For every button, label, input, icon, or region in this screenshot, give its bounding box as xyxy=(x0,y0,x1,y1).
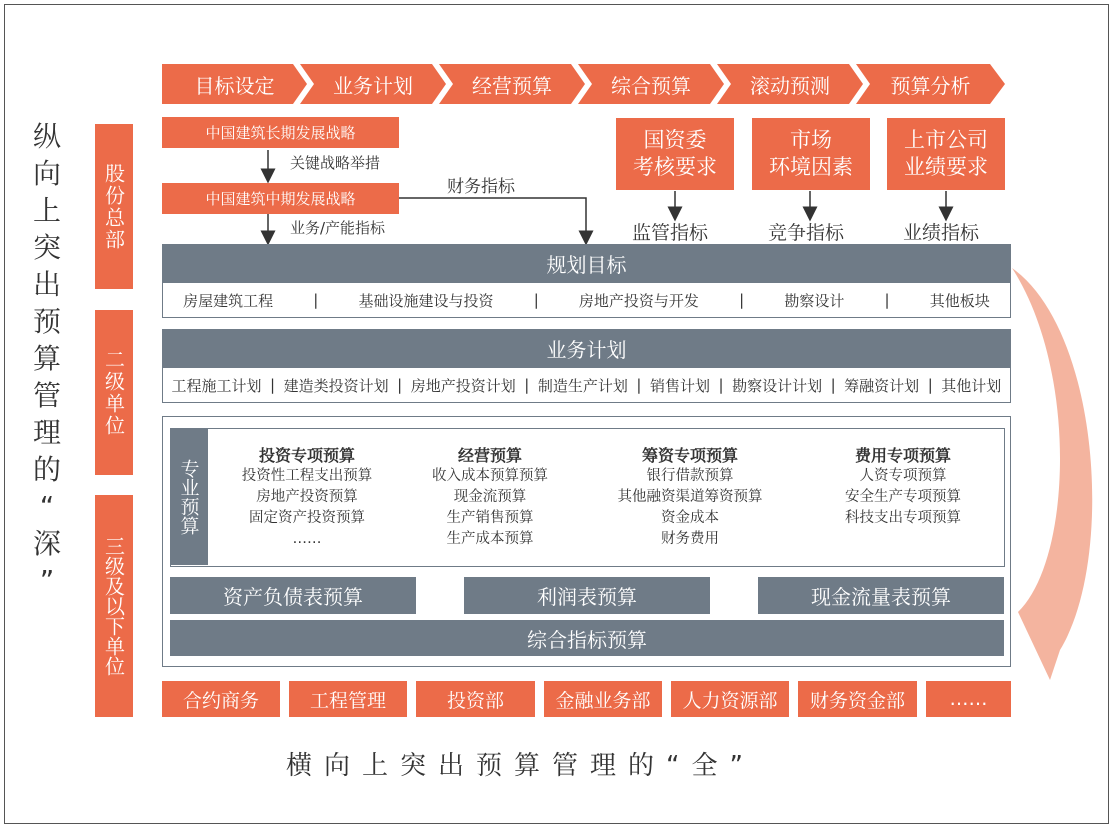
business-items-row xyxy=(163,368,1010,402)
long-term-strategy-box: 中国建筑长期发展战略 xyxy=(162,117,399,148)
budget-column-item: 房地产投资预算 xyxy=(256,489,358,505)
row-item: 勘察设计 xyxy=(784,291,845,310)
row-item: 制造生产计划 xyxy=(537,376,628,395)
left-title-char: ” xyxy=(39,564,55,597)
dept-finance-business: 金融业务部 xyxy=(544,681,662,717)
row-item: 其他板块 xyxy=(929,291,990,310)
sasac-line-2: 考核要求 xyxy=(633,155,717,179)
level-headquarters-label: 股份总部 xyxy=(101,162,126,251)
listed-line-1: 上市公司 xyxy=(904,128,988,152)
left-title-char: 的 xyxy=(32,453,61,486)
process-step-6: 预算分析 xyxy=(890,73,971,98)
row-item: 工程施工计划 xyxy=(171,376,262,395)
listed-line-2: 业绩要求 xyxy=(904,155,988,179)
performance-indicator-label: 业绩指标 xyxy=(903,222,980,244)
row-item: 筹融资计划 xyxy=(844,376,920,395)
planning-items-row xyxy=(163,283,1010,317)
row-item: 基础设施建设与投资 xyxy=(358,291,494,310)
planning-target-items xyxy=(162,282,1011,318)
composite-indicator-budget: 综合指标预算 xyxy=(170,620,1004,656)
process-step-3: 经营预算 xyxy=(472,73,552,98)
budget-column-item: 生产成本预算 xyxy=(446,531,534,547)
budget-column-title: 筹资专项预算 xyxy=(641,446,738,465)
left-title-char: 纵 xyxy=(32,120,61,153)
row-item: 房地产投资计划 xyxy=(410,376,516,395)
budget-column-title: 投资专项预算 xyxy=(258,446,355,465)
business-plan-bar: 业务计划 xyxy=(162,329,1011,367)
sasac-requirement-box xyxy=(616,118,734,190)
bottom-title: 横向上突出预算管理的“全” xyxy=(286,751,755,781)
separator: | xyxy=(533,291,539,309)
dept-treasury: 财务资金部 xyxy=(798,681,917,717)
cash-flow-budget: 现金流量表预算 xyxy=(758,577,1004,614)
dept-investment: 投资部 xyxy=(416,681,535,717)
left-title-char: 预 xyxy=(32,305,61,338)
balance-sheet-budget: 资产负债表预算 xyxy=(170,577,416,614)
row-item: 其他计划 xyxy=(941,376,1002,395)
sasac-line-1: 国资委 xyxy=(643,128,707,152)
special-budget-label-text: 专业预算 xyxy=(177,458,200,535)
market-environment-box xyxy=(752,118,870,190)
planning-target-bar: 规划目标 xyxy=(162,244,1011,282)
business-capacity-label: 业务/产能指标 xyxy=(290,219,386,237)
budget-column-title: 费用专项预算 xyxy=(854,446,951,465)
row-item: 房地产投资与开发 xyxy=(578,291,699,310)
budget-column-item: 固定资产投资预算 xyxy=(249,510,365,526)
row-item: 建造类投资计划 xyxy=(283,376,389,395)
budget-column-item: 人资专项预算 xyxy=(859,468,947,484)
left-title-char: 管 xyxy=(32,379,61,412)
left-title-char: 深 xyxy=(32,527,61,560)
separator: | xyxy=(927,376,933,394)
level-third-tier xyxy=(95,495,133,717)
budget-column-financing xyxy=(600,446,780,550)
budget-column-item: 安全生产专项预算 xyxy=(845,489,961,505)
row-item: 勘察设计计划 xyxy=(732,376,823,395)
separator: | xyxy=(313,291,319,309)
budget-column-item: 科技支出专项预算 xyxy=(845,510,961,526)
budget-column-item: 收入成本预算预算 xyxy=(432,468,548,484)
budget-column-item: 现金流预算 xyxy=(453,489,527,505)
separator: | xyxy=(739,291,745,309)
left-title-char: 出 xyxy=(32,268,61,301)
budget-column-item: 其他融资渠道筹资预算 xyxy=(617,489,763,505)
cycle-curve-arrow xyxy=(1012,268,1092,680)
competitive-indicator-label: 竞争指标 xyxy=(768,222,845,244)
income-statement-budget: 利润表预算 xyxy=(464,577,710,614)
row-item: 房屋建筑工程 xyxy=(183,291,274,310)
budget-column-item: 生产销售预算 xyxy=(446,510,534,526)
separator: | xyxy=(397,376,403,394)
left-title-char: 理 xyxy=(32,416,61,449)
separator: | xyxy=(524,376,530,394)
budget-column-title: 经营预算 xyxy=(457,446,522,465)
special-budget-label xyxy=(170,428,208,565)
budget-column-item: 财务费用 xyxy=(661,531,719,547)
key-measures-label: 关键战略举措 xyxy=(290,154,381,172)
budget-column-investment xyxy=(222,446,392,550)
left-title-char: 上 xyxy=(32,194,61,227)
listed-company-box xyxy=(887,118,1005,190)
separator: | xyxy=(884,291,890,309)
left-title-char: 突 xyxy=(32,231,61,264)
budget-column-item: 资金成本 xyxy=(661,510,719,526)
level-third-tier-label: 三级及以下单位 xyxy=(101,536,126,676)
separator: | xyxy=(718,376,724,394)
left-title-char: 算 xyxy=(32,342,61,375)
regulatory-indicator-label: 监管指标 xyxy=(632,222,709,244)
separator: | xyxy=(270,376,276,394)
process-step-5: 滚动预测 xyxy=(750,73,830,98)
separator: | xyxy=(830,376,836,394)
budget-column-item: …… xyxy=(292,531,322,547)
process-step-1: 目标设定 xyxy=(194,73,275,98)
row-item: 销售计划 xyxy=(649,376,710,395)
market-line-1: 市场 xyxy=(790,128,832,152)
level-headquarters xyxy=(95,124,133,289)
budget-column-item: 银行借款预算 xyxy=(646,468,734,484)
left-title-char: 向 xyxy=(32,157,61,190)
budget-column-expense xyxy=(818,446,988,529)
process-step-2: 业务计划 xyxy=(333,73,413,98)
dept-human-resources: 人力资源部 xyxy=(671,681,789,717)
financial-indicators-label: 财务指标 xyxy=(447,177,515,197)
dept-more: …… xyxy=(926,681,1011,717)
separator: | xyxy=(636,376,642,394)
budget-column-operating xyxy=(405,446,575,550)
mid-term-strategy-box: 中国建筑中期发展战略 xyxy=(162,183,399,214)
process-step-4: 综合预算 xyxy=(611,73,691,98)
level-second-tier xyxy=(95,310,133,475)
budget-column-item: 投资性工程支出预算 xyxy=(241,468,373,484)
dept-contract-commerce: 合约商务 xyxy=(162,681,280,717)
left-title-char: “ xyxy=(39,490,55,523)
level-second-tier-label: 二级单位 xyxy=(101,348,126,437)
dept-engineering: 工程管理 xyxy=(289,681,407,717)
arrow-financial-indicators xyxy=(399,198,586,238)
market-line-2: 环境因素 xyxy=(769,155,853,179)
business-plan-items xyxy=(162,367,1011,403)
